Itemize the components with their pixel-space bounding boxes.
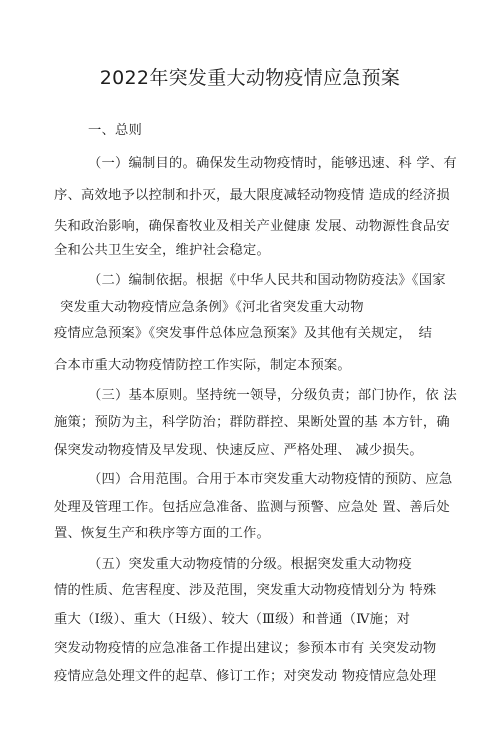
paragraph-line: （五）突发重大动物疫情的分级。根据突发重大动物疫 xyxy=(88,557,412,572)
paragraph-line: （四）合用范围。合用于本市突发重大动物疫情的预防、应急 xyxy=(88,472,453,487)
paragraph-line: 置、恢复生产和秩序等方面的工作。 xyxy=(54,526,270,541)
paragraph-line: 保突发动物疫情及早发现、快速反应、严格处理、 减少损失。 xyxy=(54,443,423,458)
paragraph-line: （三）基本原则。坚持统一领导，分级负责；部门协作，依 法 xyxy=(88,388,457,403)
paragraph-line: 疫情应急处理文件的起草、修订工作；对突发动 物疫情应急处理 xyxy=(54,669,437,684)
paragraph-line: 情的性质、危害程度、涉及范围，突发重大动物疫情划分为 特殊 xyxy=(54,583,437,598)
paragraph-line: （二）编制依据。根据《中华人民共和国动物防疫法》《国家 xyxy=(88,273,446,288)
paragraph-line: （一）编制目的。确保发生动物疫情时，能够迅速、科 学、有 xyxy=(88,156,457,171)
paragraph-line: 疫情应急预案》《突发事件总体应急预案》及其他有关规定， 结 xyxy=(54,326,433,341)
paragraph-line: 序、高效地予以控制和扑灭，最大限度减轻动物疫情 造成的经济损 xyxy=(54,188,450,203)
document-title: 2022年突发重大动物疫情应急预案 xyxy=(99,67,401,89)
paragraph-line: 施策；预防为主，科学防治；群防群控、果断处置的基 本方针，确 xyxy=(54,415,450,430)
paragraph-line: 突发动物疫情的应急准备工作提出建议；参预本市有 关突发动物 xyxy=(54,641,437,656)
paragraph-line: 突发重大动物疫情应急条例》《河北省突发重大动物 xyxy=(60,300,364,315)
section-heading: 一、总则 xyxy=(88,123,142,138)
paragraph-line: 全和公共卫生安全，维护社会稳定。 xyxy=(54,243,270,258)
paragraph-line: 重大（Ⅰ级）、重大（Ｈ级）、较大（Ⅲ级）和普通（Ⅳ施；对 xyxy=(54,612,411,627)
paragraph-line: 失和政治影响，确保畜牧业及相关产业健康 发展、动物源性食品安 xyxy=(54,219,450,234)
paragraph-line: 处理及管理工作。包括应急准备、监测与预警、应急处 置、善后处 xyxy=(54,500,450,515)
paragraph-line: 合本市重大动物疫情防控工作实际，制定本预案。 xyxy=(54,358,351,373)
